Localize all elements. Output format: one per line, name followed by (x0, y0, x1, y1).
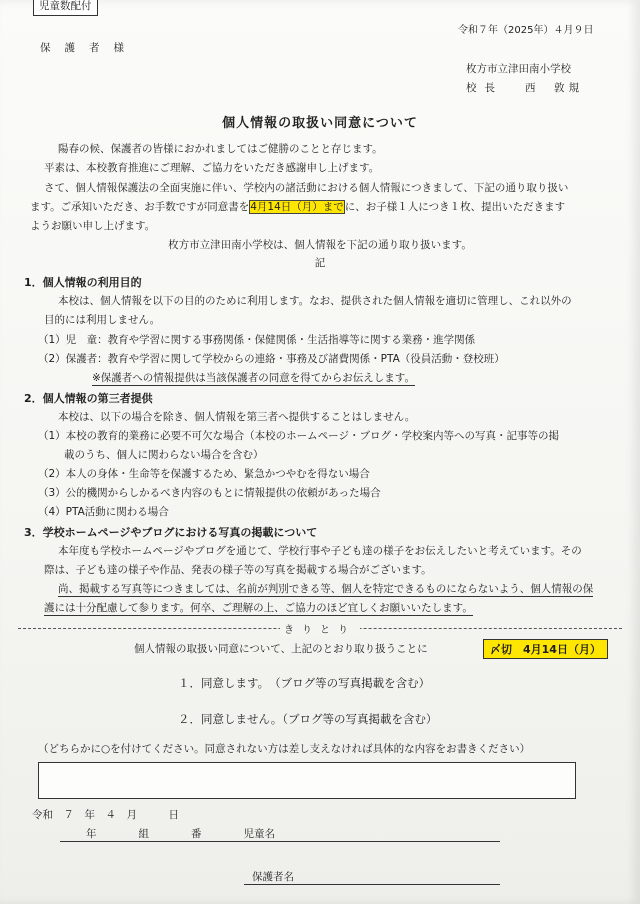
section2-heading: 2．個人情報の第三者提供 (24, 392, 153, 405)
section2-item-1b: 載のうち、個人に関わらない場合を含む） (64, 449, 264, 461)
section1-item-2: （2）保護者：教育や学習に関して学校からの連絡・事務及び諸費関係・PTA（役員活動・登校班） (38, 353, 505, 365)
section2-item-1a: （1）本校の教育的業務に必要不可欠な場合（本校のホームページ・ブログ・学校案内等への写真・記事等の掲 (38, 430, 559, 442)
principal-title: 校長 (466, 82, 503, 94)
consent-option-agree[interactable]: １．同意します。 （ブログ等の写真掲載を含む） (178, 676, 431, 690)
section2-item-4: （4）PTA活動に関わる場合 (38, 506, 169, 518)
addressee: 保護者様 (40, 42, 138, 54)
section3-body-2: 際は、子ども達の様子や作品、発表の様子等の写真を掲載する場合がございます。 (44, 564, 432, 576)
intro-line-1: 陽春の候、保護者の皆様におかれましてはご健勝のことと存じます。 (58, 143, 383, 155)
form-date-line: 令和 ７ 年 ４ 月 日 (32, 809, 179, 821)
intro-line-3: さて、個人情報保護法の全面実施に伴い、学校内の諸活動における個人情報につきまして、下記の通り取り扱い (44, 182, 569, 194)
document-title: 個人情報の取扱い同意について (222, 116, 418, 131)
section1-note: ※保護者への情報提供は当該保護者の同意を得てからお伝えします。 (92, 372, 415, 384)
distribution-stamp: 児童数配付 (33, 0, 98, 16)
sender-principal (466, 80, 583, 95)
intro-line-4 (30, 200, 565, 214)
form-instruction: （どちらかに○を付けてください。同意されない方は差し支えなければ具体的な内容をお書きください） (38, 743, 531, 755)
section3-body-1: 本年度も学校ホームページやブログを通じて、学校行事や子ども達の様子をお伝えしたいと考えています。その (58, 545, 582, 557)
guardian-name-label: 保護者名 (252, 871, 294, 883)
section1-body-1: 本校は、個人情報を以下の目的のために利用します。なお、提供された個人情報を適切に管理し、これ以外の (58, 295, 572, 307)
section3-heading: 3．学校ホームページやブログにおける写真の掲載について (24, 526, 318, 539)
form-lead: 個人情報の取扱い同意について、上記のとおり取り扱うことに (134, 643, 428, 655)
consent-option-disagree[interactable]: ２．同意しません。（ブログ等の写真掲載を含む） (178, 712, 438, 726)
intro-line-4-pre: ます。ご承知いただき、お手数ですが同意書を (30, 201, 250, 213)
section2-body: 本校は、以下の場合を除き、個人情報を第三者へ提供することはしません。 (58, 411, 416, 423)
sender-school: 枚方市立津田南小学校 (466, 63, 571, 75)
section3-body-3: 尚、掲載する写真等につきましては、名前が判別できる等、個人を特定できるものにならないよう、個人情報の保 (58, 583, 594, 595)
reason-textbox[interactable] (38, 762, 576, 799)
section1-body-2: 目的には利用しません。 (44, 314, 161, 326)
section2-item-3: （3）公的機関からしかるべき内容のもとに情報提供の依頼があった場合 (38, 487, 381, 499)
section1-item-1: （1）児 童：教育や学習に関する事務関係・保健関係・生活指導等に関する業務・進学関係 (38, 334, 476, 346)
policy-statement: 枚方市立津田南小学校は、個人情報を下記の通り取り扱います。 (168, 239, 472, 251)
form-deadline-badge: 〆切 4月14日（月） (483, 639, 608, 659)
intro-line-4-post: に、お子様１人につき１枚、提出いただきます (344, 201, 566, 213)
section3-body-4: 護には十分配慮して参ります。何卒、ご理解の上、ご協力のほど宜しくお願いいたします。 (44, 602, 473, 614)
section2-item-2: （2）本人の身体・生命等を保護するため、緊急かつやむを得ない場合 (38, 468, 370, 480)
ki-marker: 記 (314, 257, 326, 269)
submission-deadline-highlight: 4月14日（月）まで (250, 201, 344, 213)
guardian-name-underline[interactable] (244, 884, 500, 885)
cut-label: きりとり (0, 621, 640, 636)
student-fields-label: 年 組 番 児童名 (86, 828, 275, 840)
student-fields-underline[interactable] (60, 841, 500, 842)
intro-line-5: ようお願い申し上げます。 (30, 220, 156, 232)
issue-date: 令和７年（2025年）４月９日 (458, 25, 594, 36)
principal-name: 西 敦規 (525, 82, 583, 94)
section1-heading: 1．個人情報の利用目的 (24, 276, 142, 289)
intro-line-2: 平素は、本校教育推進にご理解、ご協力をいただき感謝申し上げます。 (44, 162, 380, 174)
